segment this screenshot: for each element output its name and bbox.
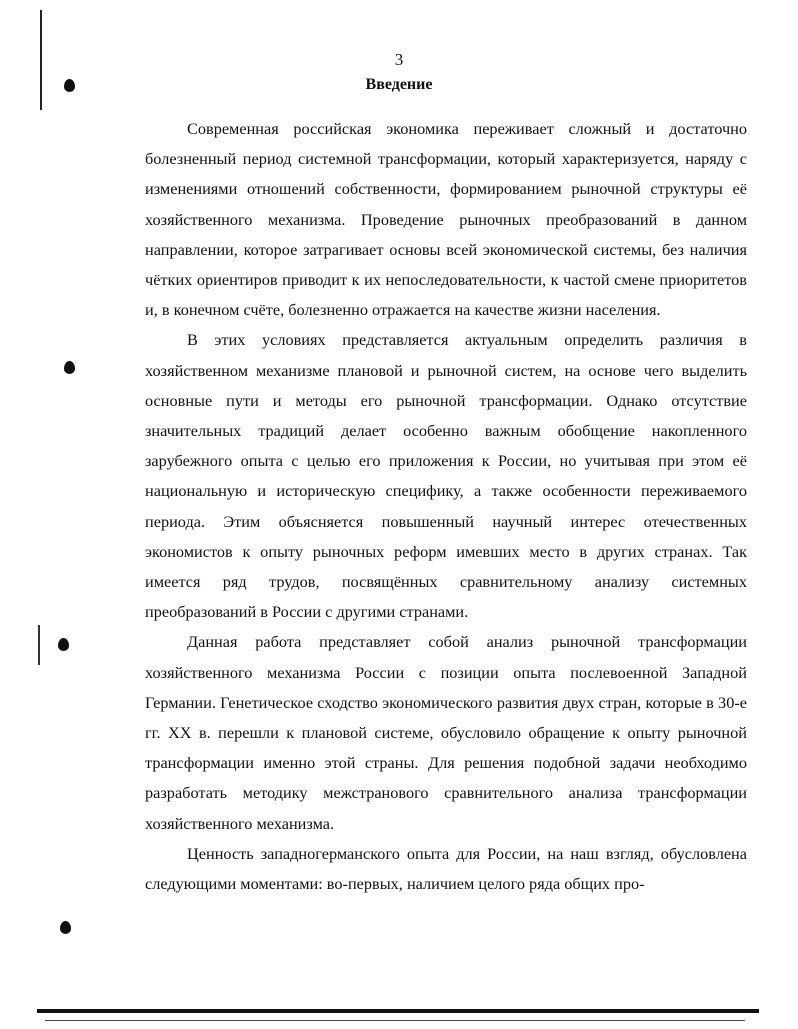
section-title: Введение [365,76,433,93]
footer-rule-thin [45,1020,745,1021]
scan-edge-line [38,625,40,665]
paragraph: Современная российская экономика переживает сложный и достаточно болезненный период системной трансформации, который характеризуется, наряду с изменениями отношений собственности, формированием рыночной структуры её хозяйственного механизма. Проведение рыночных преобразований в данном направлении, которое затрагивает основы всей экономической системы, без наличия чётких ориентиров приводит к их непоследовательности, к частой смене приоритетов и, в конечном счёте, болезненно отражается на качестве жизни населения. [145,119,747,320]
paragraph: Данная работа представляет собой анализ рыночной трансформации хозяйственного механизма России с позиции опыта послевоенной Западной Германии. Генетическое сходство экономического развития двух стран, которые в 30-е гг. XX в. перешли к плановой системе, обусловило обращение к опыту рыночной трансформации именно этой страны. Для решения подобной задачи необходимо разработать методику межстранового сравнительного анализа трансформации хозяйственного механизма. [145,632,747,833]
binding-hole-mark [58,638,69,651]
page-number: 3 [394,50,404,69]
binding-hole-mark [64,361,75,374]
paragraph: В этих условиях представляется актуальным определить различия в хозяйственном механизме плановой и рыночной систем, на основе чего выделить основные пути и методы его рыночной трансформации. Однако отсутствие значительных традиций делает особенно важным обобщение накопленного зарубежного опыта с целью его приложения к России, но учитывая при этом её национальную и историческую специфику, а также особенности переживаемого периода. Этим объясняется повышенный научный интерес отечественных экономистов к опыту рыночных реформ имевших место в других странах. Так имеется ряд трудов, посвящённых сравнительному анализу системных преобразований в России с другими странами. [145,330,747,622]
binding-hole-mark [60,921,71,934]
body-text [145,114,747,899]
paragraph: Ценность западногерманского опыта для России, на наш взгляд, обусловлена следующими моментами: во-первых, наличием целого ряда общих про- [145,843,747,894]
footer-rule [37,1009,759,1013]
